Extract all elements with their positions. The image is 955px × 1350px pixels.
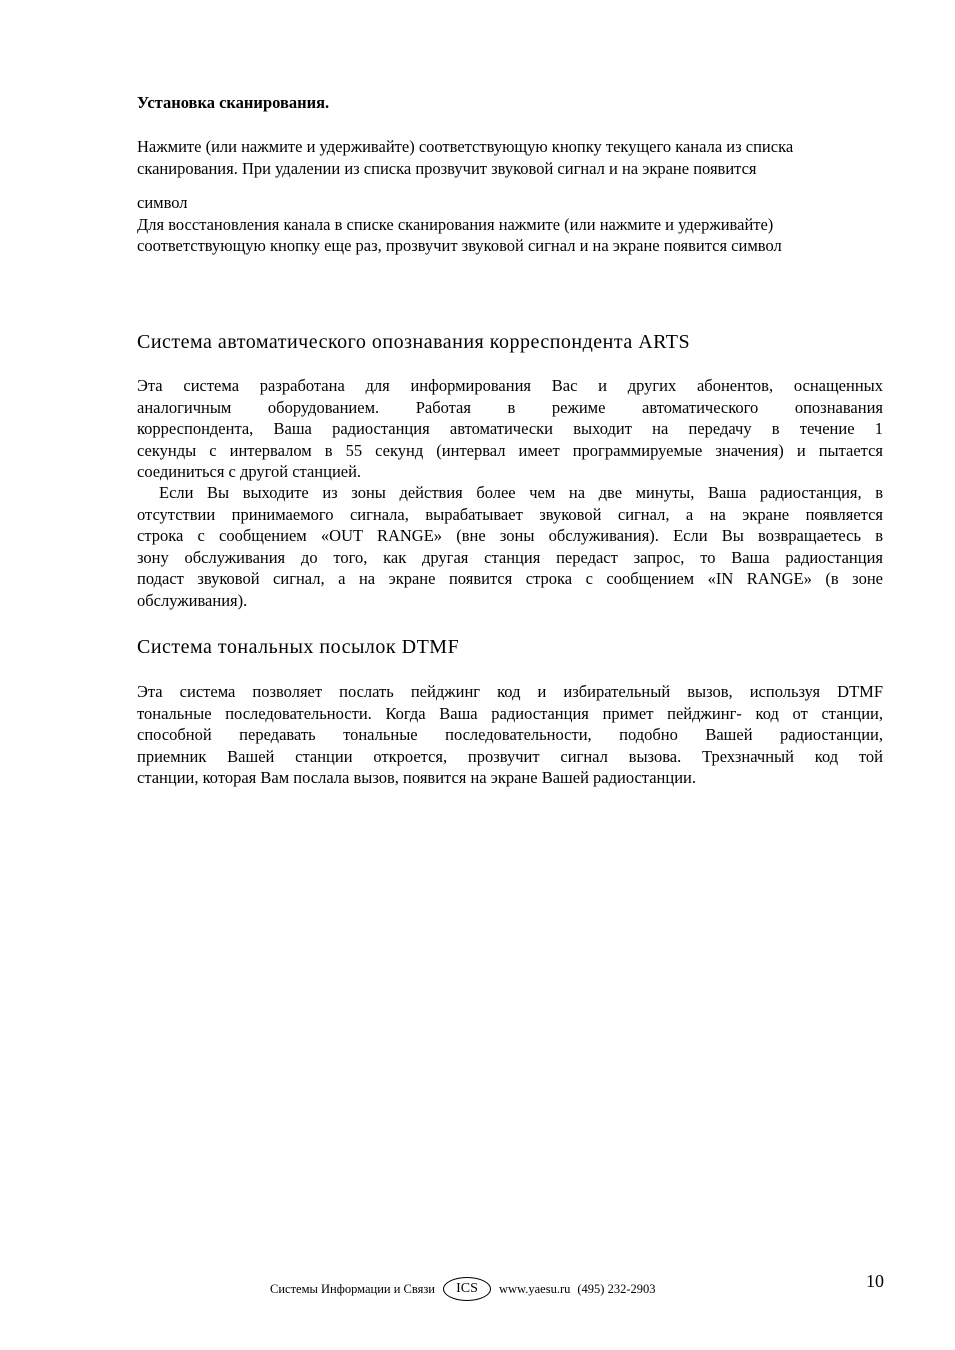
footer-phone: (495) 232-2903 — [577, 1281, 656, 1296]
scan-setup-paragraph-2 — [137, 192, 883, 257]
page-number: 10 — [866, 1271, 884, 1291]
text-line: аналогичным оборудованием. Работая в режиме автоматического опознавания — [137, 397, 883, 417]
footer-website: www.yaesu.ru — [498, 1281, 571, 1296]
text-line: Нажмите (или нажмите и удерживайте) соответствующую кнопку текущего канала из списка — [137, 137, 794, 156]
text-line: Эта система разработана для информирования Вас и других абонентов, оснащенных — [137, 376, 883, 395]
text-line: зону обслуживания до того, как другая станция передаст запрос, то Ваша радиостанция — [137, 547, 883, 567]
text-line: корреспондента, Ваша радиостанция автоматически выходит на передачу в течение 1 — [137, 419, 883, 438]
arts-paragraph-1 — [137, 375, 883, 483]
arts-heading: Система автоматического опознавания корреспондента ARTS — [137, 331, 691, 353]
text-line: тональные последовательности. Когда Ваша радиостанция примет пейджинг- код от станции, — [137, 703, 883, 723]
ics-logo-icon — [443, 1277, 491, 1301]
text-line: Эта система позволяет послать пейджинг код и избирательный вызов, используя DTMF — [137, 682, 883, 701]
text-line: подаст звуковой сигнал, а на экране появится строка с сообщением «IN RANGE» (в зоне — [137, 569, 883, 588]
footer-company: Системы Информации и Связи — [270, 1281, 435, 1296]
text-line: соответствующую кнопку еще раз, прозвучит звуковой сигнал и на экране появится символ — [137, 236, 782, 255]
page-footer — [270, 1276, 710, 1302]
text-line: обслуживания). — [137, 590, 248, 610]
logo-text: ICS — [456, 1281, 478, 1296]
text-line: соединиться с другой станцией. — [137, 462, 362, 481]
scan-setup-paragraph-1 — [137, 136, 883, 179]
text-line: Для восстановления канала в списке сканирования нажмите (или нажмите и удерживайте) — [137, 214, 774, 234]
text-line: станции, которая Вам послала вызов, появится на экране Вашей радиостанции. — [137, 768, 696, 787]
dtmf-paragraph-1 — [137, 681, 883, 789]
scan-setup-heading: Установка сканирования. — [137, 93, 330, 112]
symbol-word: символ — [137, 193, 188, 212]
arts-paragraph-2 — [137, 482, 883, 611]
text-line: секунды с интервалом в 55 секунд (интервал имеет программируемые значения) и пытается — [137, 440, 883, 460]
text-line: приемник Вашей станции откроется, прозвучит сигнал вызова. Трехзначный код той — [137, 746, 883, 766]
text-line: способной передавать тональные последовательности, подобно Вашей радиостанции, — [137, 725, 883, 744]
text-line: отсутствии принимаемого сигнала, вырабатывает звуковой сигнал, а на экране появляется — [137, 504, 883, 524]
text-line: Если Вы выходите из зоны действия более чем на две минуты, Ваша радиостанция, в — [159, 483, 883, 502]
text-line: сканирования. При удалении из списка прозвучит звуковой сигнал и на экране появится — [137, 158, 757, 178]
dtmf-heading: Система тональных посылок DTMF — [137, 636, 460, 658]
text-line: строка с сообщением «OUT RANGE» (вне зоны обслуживания). Если Вы возвращаетесь в — [137, 526, 883, 545]
